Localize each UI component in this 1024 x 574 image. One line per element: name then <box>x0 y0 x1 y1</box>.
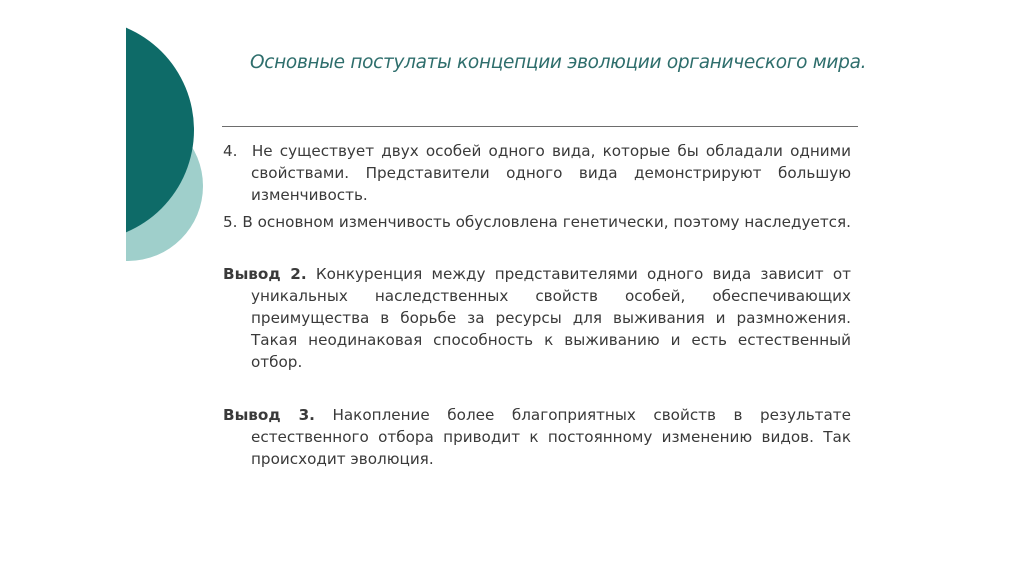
title-divider <box>222 126 858 127</box>
conclusion-label: Вывод 3. <box>223 406 315 424</box>
list-item-4 <box>223 140 851 206</box>
slide-title: Основные постулаты концепции эволюции органического мира. <box>250 52 867 73</box>
list-item-text: В основном изменчивость обусловлена генетически, поэтому наследуется. <box>242 213 851 231</box>
conclusion-2 <box>223 263 851 373</box>
decorative-circles <box>0 0 240 574</box>
conclusion-3 <box>223 404 851 470</box>
slide-body <box>223 140 851 470</box>
list-item-text: Не существует двух особей одного вида, которые бы обладали одними свойствами. Представители одного вида демонстрируют большую изменчивость. <box>251 142 851 204</box>
conclusion-label: Вывод 2. <box>223 265 307 283</box>
list-item-number: 5. <box>223 213 238 231</box>
list-item-number: 4. <box>223 142 238 160</box>
conclusion-text: Конкуренция между представителями одного вида зависит от уникальных наследственных свойств особей, обеспечивающих преимущества в борьбе за ресурсы для выживания и размножения. Такая неодинаковая способность к выживанию и есть естественный отбор. <box>251 265 851 371</box>
conclusion-text: Накопление более благоприятных свойств в результате естественного отбора приводит к постоянному изменению видов. Так происходит эволюция. <box>251 406 851 468</box>
list-item-5 <box>223 211 851 233</box>
